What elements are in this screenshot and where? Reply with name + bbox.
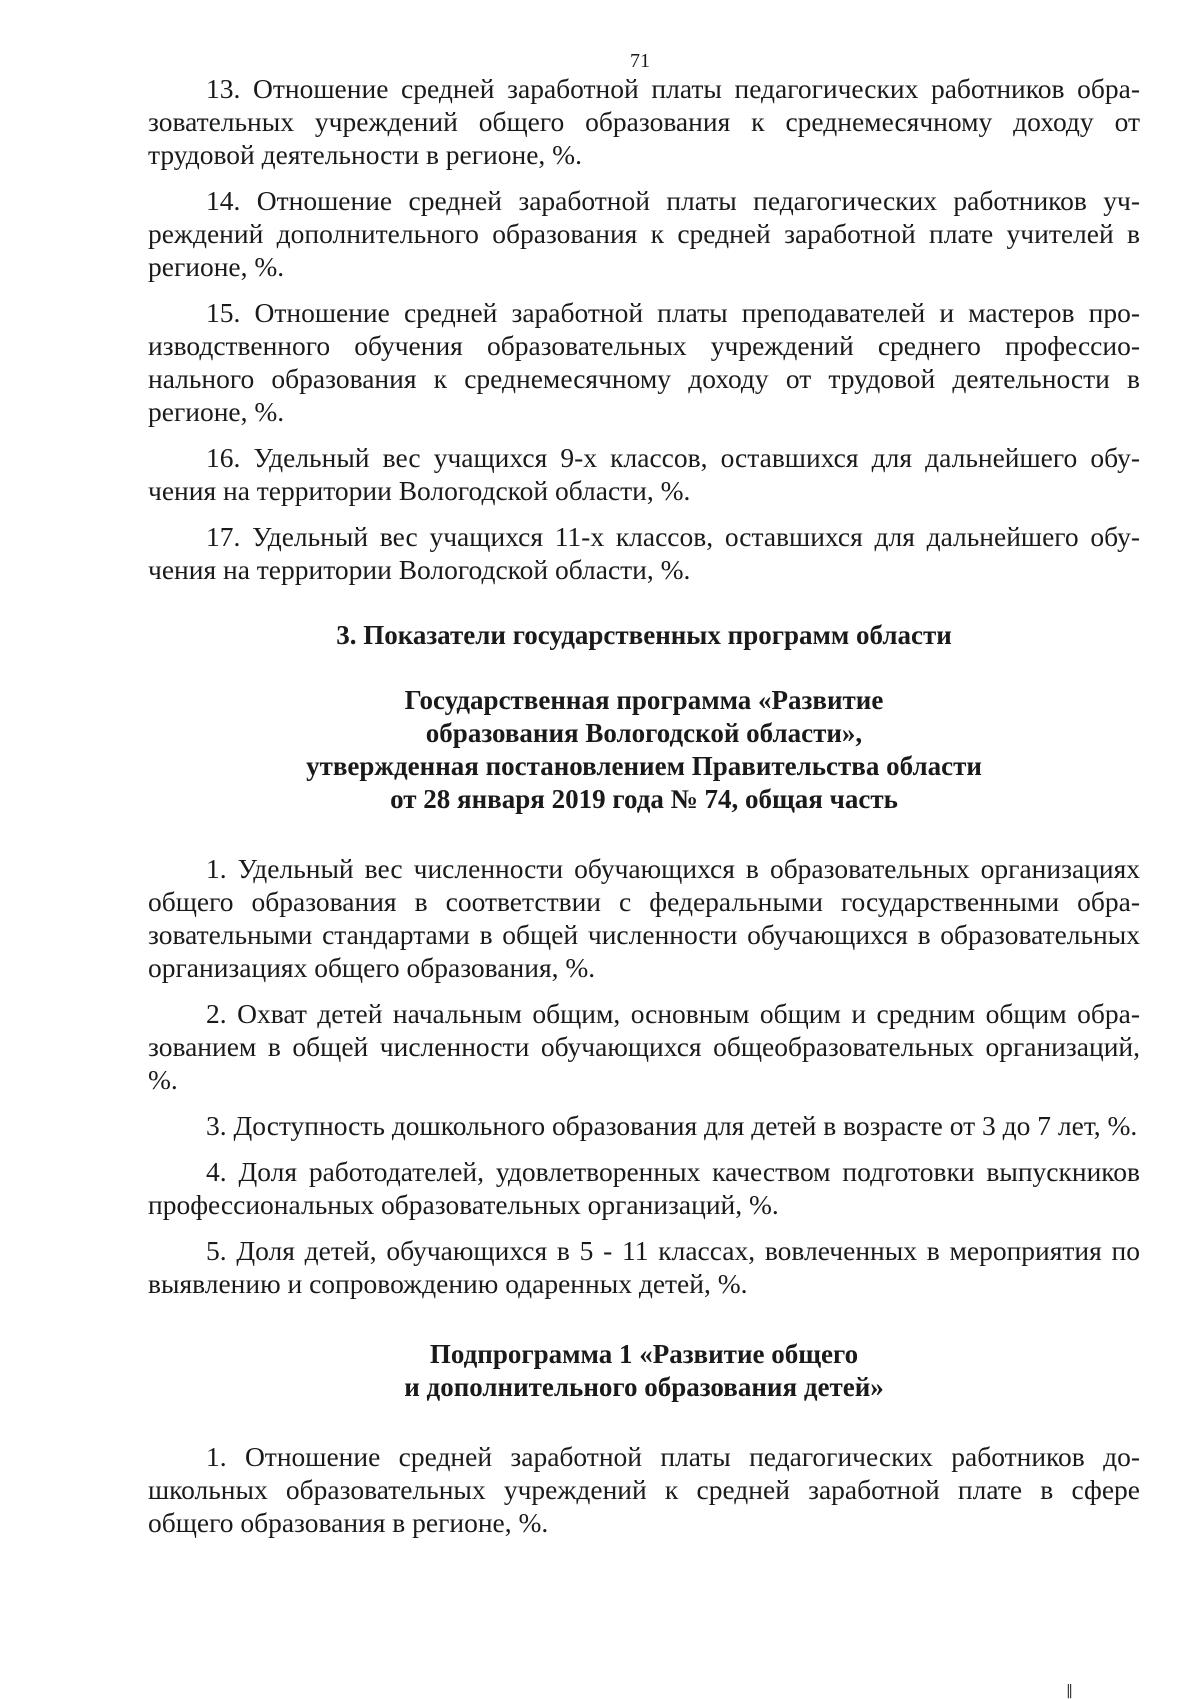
list-item: 15. Отношение средней заработной платы преподавателей и мастеров производственного обучения образовательных учреждений среднего профессионального образования к среднемесячному доходу от трудовой деятельности в регионе, %. xyxy=(148,297,1140,427)
subprogram-heading-line: и дополнительного образования детей» xyxy=(404,1372,884,1402)
section-heading: 3. Показатели государственных программ области xyxy=(336,620,952,650)
list-item: 1. Удельный вес численности обучающихся в образовательных организациях общего образования в соответствии с федеральными государственными образовательными стандартами в общей численности обучающихся в образовательных организациях общего образования, %. xyxy=(148,853,1140,983)
list-item: 3. Доступность дошкольного образования для детей в возрасте от 3 до 7 лет, %. xyxy=(206,1110,1138,1141)
program-heading-line: образования Вологодской области», xyxy=(425,718,863,748)
subprogram-heading xyxy=(148,1338,1140,1404)
subprogram-heading-line: Подпрограмма 1 «Развитие общего xyxy=(429,1339,859,1369)
list-item: 2. Охват детей начальным общим, основным общим и средним общим образованием в общей численности обучающихся общеобразовательных организаций, %. xyxy=(148,998,1140,1095)
list-item: 4. Доля работодателей, удовлетворенных качеством подготовки выпускников профессиональных образовательных организаций, %. xyxy=(148,1156,1140,1220)
page-content xyxy=(148,72,1140,1552)
page-number: 71 xyxy=(630,50,650,72)
scan-edge-mark: ‖ xyxy=(1066,1683,1073,1699)
list-item: 5. Доля детей, обучающихся в 5 - 11 классах, вовлеченных в мероприятия по выявлению и сопровождению одаренных детей, %. xyxy=(148,1235,1140,1299)
program-heading-line: утвержденная постановлением Правительства области xyxy=(306,751,982,781)
program-heading-line: Государственная программа «Развитие xyxy=(404,685,884,715)
list-item: 14. Отношение средней заработной платы педагогических работников учреждений дополнительного образования к средней заработной плате учителей в регионе, %. xyxy=(148,185,1140,282)
list-item: 16. Удельный вес учащихся 9-х классов, оставшихся для дальнейшего обучения на территории Вологодской области, %. xyxy=(148,442,1140,506)
program-heading-line: от 28 января 2019 года № 74, общая часть xyxy=(390,784,898,814)
program-heading xyxy=(148,684,1140,816)
list-item: 13. Отношение средней заработной платы педагогических работников образовательных учреждений общего образования к среднемесячному доходу от трудовой деятельности в регионе, %. xyxy=(148,73,1140,170)
list-item: 17. Удельный вес учащихся 11-х классов, оставшихся для дальнейшего обучения на территории Вологодской области, %. xyxy=(148,521,1140,585)
list-item: 1. Отношение средней заработной платы педагогических работников дошкольных образовательных учреждений к средней заработной плате в сфере общего образования в регионе, %. xyxy=(148,1441,1140,1538)
